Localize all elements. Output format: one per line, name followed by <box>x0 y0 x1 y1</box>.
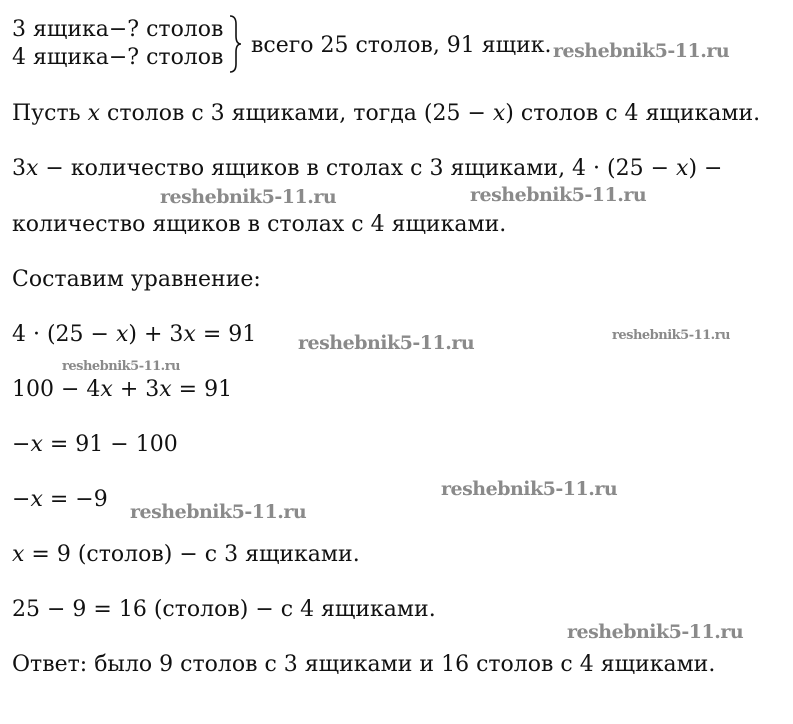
watermark: reshebnik5-11.ru <box>553 40 730 62</box>
compose-equation-heading: Составим уравнение: <box>12 267 261 292</box>
watermark: reshebnik5-11.ru <box>567 621 744 643</box>
watermark: reshebnik5-11.ru <box>130 501 307 523</box>
watermark: reshebnik5-11.ru <box>470 184 647 206</box>
watermark: reshebnik5-11.ru <box>441 478 618 500</box>
condition-row-3-boxes: 3 ящика−? столов <box>12 17 224 42</box>
answer-line: Ответ: было 9 столов с 3 ящиками и 16 столов с 4 ящиками. <box>12 652 716 677</box>
quantity-statement-2: количество ящиков в столах с 4 ящиками. <box>12 212 507 237</box>
quantity-statement-1: 3x − количество ящиков в столах с 3 ящиками, 4 · (25 − x) − <box>12 156 723 181</box>
watermark: reshebnik5-11.ru <box>298 332 475 354</box>
equation-line-1: 4 · (25 − x) + 3x = 91 <box>12 322 257 347</box>
equation-line-2: 100 − 4x + 3x = 91 <box>12 377 233 402</box>
watermark: reshebnik5-11.ru <box>160 186 337 208</box>
watermark: reshebnik5-11.ru <box>612 328 731 343</box>
result-line-1: x = 9 (столов) − с 3 ящиками. <box>12 542 360 567</box>
result-line-2: 25 − 9 = 16 (столов) − с 4 ящиками. <box>12 597 436 622</box>
watermark: reshebnik5-11.ru <box>62 359 181 374</box>
curly-brace-icon <box>228 14 242 74</box>
condition-row-4-boxes: 4 ящика−? столов <box>12 45 224 70</box>
equation-line-3: −x = 91 − 100 <box>12 432 178 457</box>
problem-condition <box>12 16 223 72</box>
condition-total: всего 25 столов, 91 ящик. <box>251 33 552 58</box>
equation-line-4: −x = −9 <box>12 487 108 512</box>
let-statement: Пусть x столов с 3 ящиками, тогда (25 − x) столов с 4 ящиками. <box>12 101 761 126</box>
